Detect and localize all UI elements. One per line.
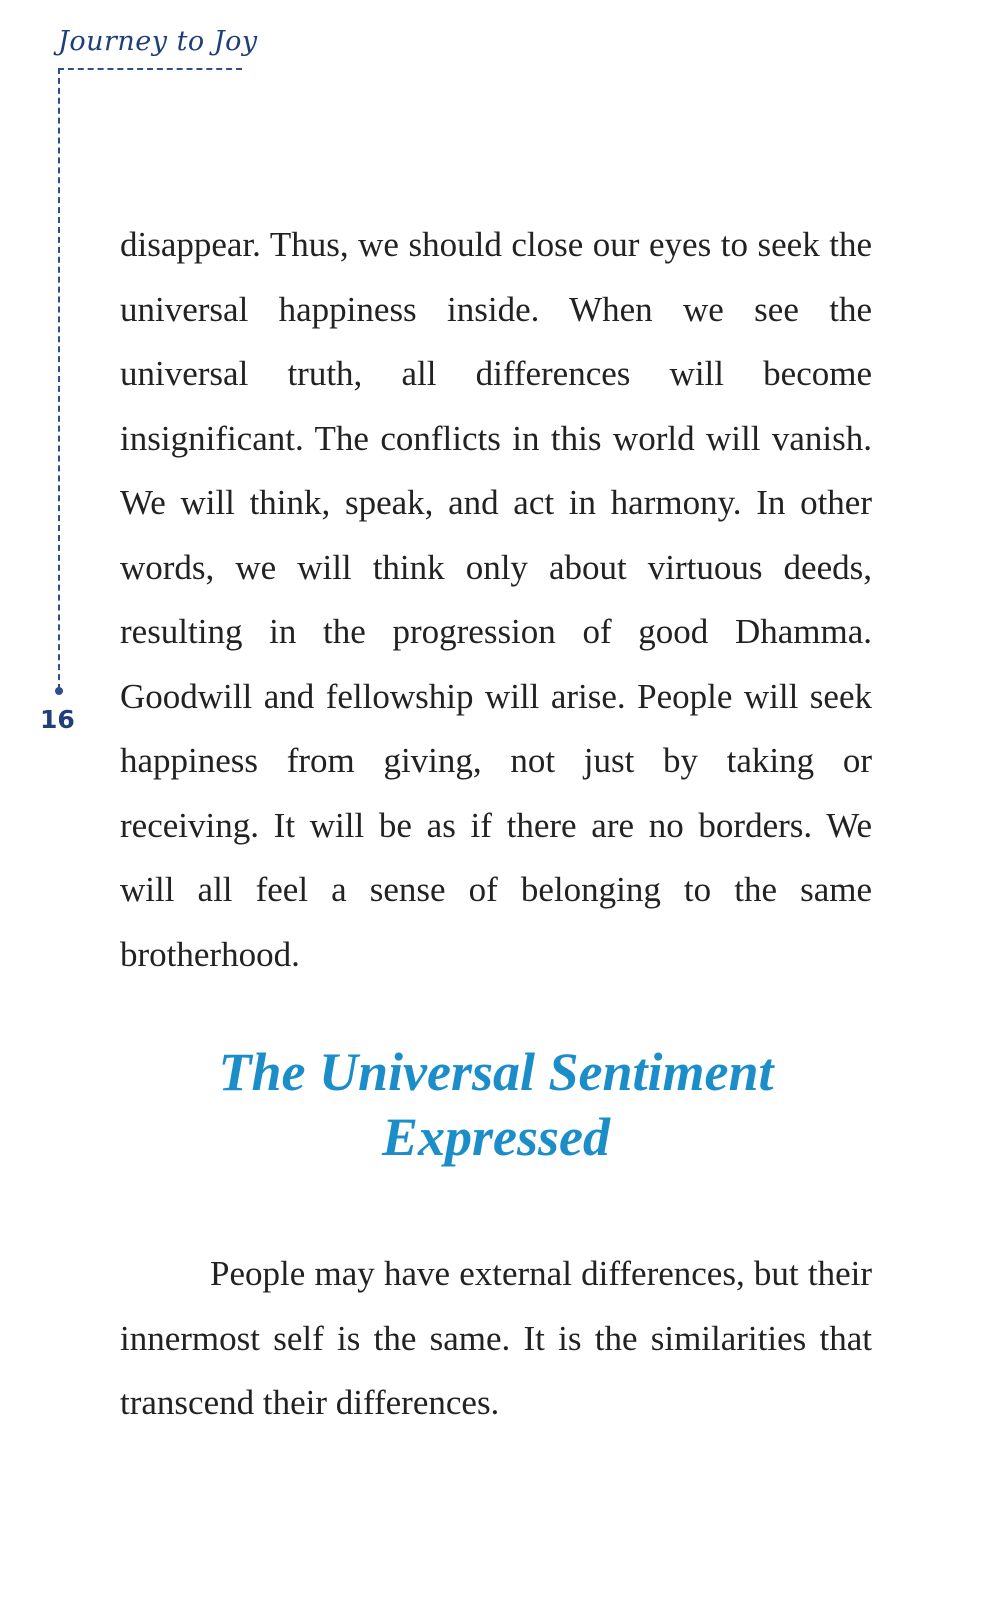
section-heading-line-1: The Universal Sentiment [218,1042,774,1102]
section-heading [120,1040,872,1170]
margin-dashed-rule [58,68,60,690]
margin-dot [55,687,63,695]
body-paragraph-2: People may have external differences, but their innermost self is the same. It is the similarities that transcend their differences. [120,1254,872,1422]
running-title: Journey to Joy [58,26,258,57]
section-heading-line-2: Expressed [382,1107,610,1167]
header-dashed-rule [58,68,242,70]
body-paragraph-1: disappear. Thus, we should close our eyes to seek the universal happiness inside. When we see the universal truth, all differences will become insignificant. The conflicts in this world will vanish. We will think, speak, and act in harmony. In other words, we will think only about virtuous deeds, resulting in the progression of good Dhamma. Goodwill and fellowship will arise. People will seek happiness from giving, not just by taking or receiving. It will be as if there are no borders. We will all feel a sense of belonging to the same brotherhood. [120,225,872,974]
page-number: 16 [40,705,75,734]
